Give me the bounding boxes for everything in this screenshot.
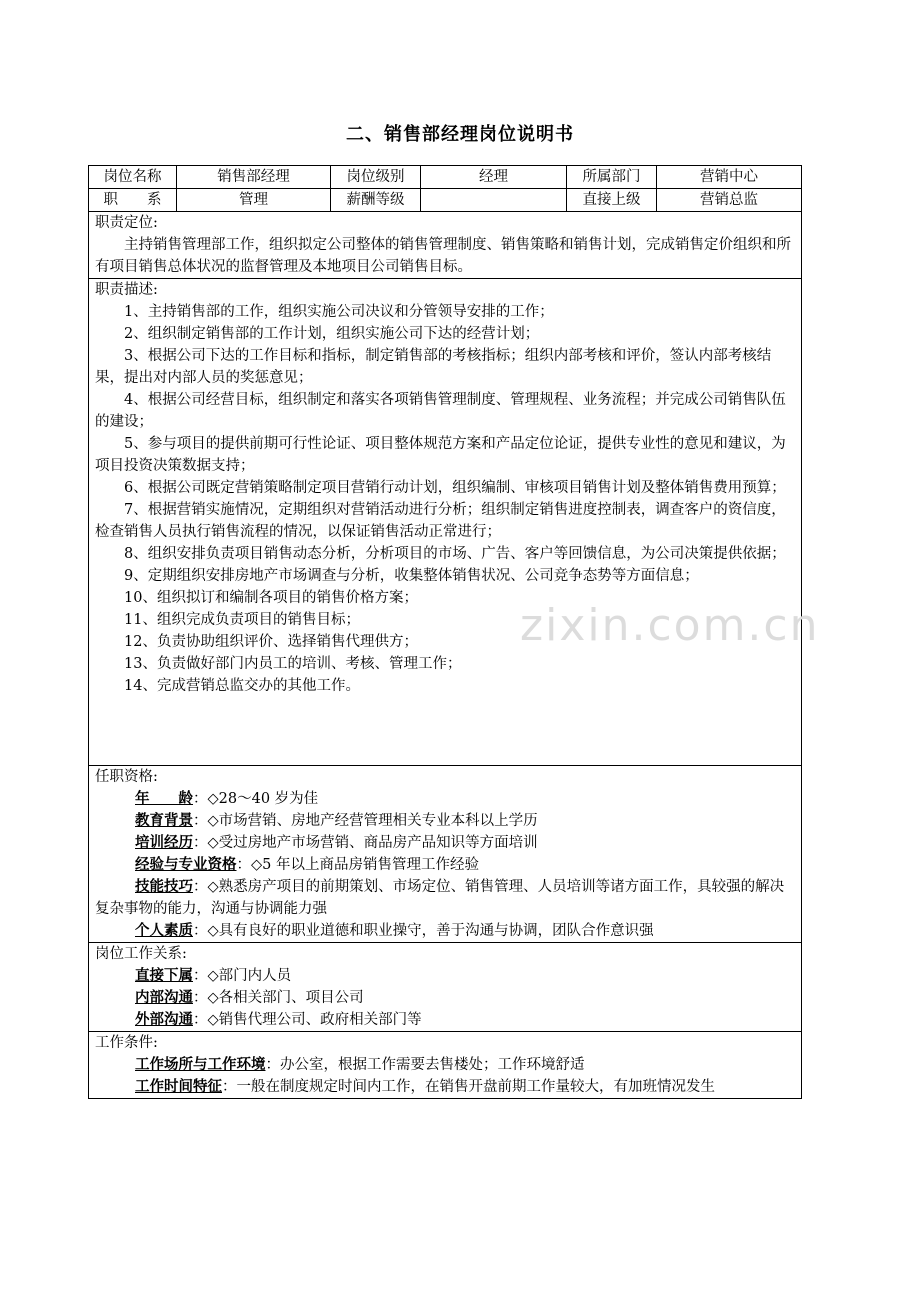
duty-item: 4、根据公司经营目标，组织制定和落实各项销售管理制度、管理规程、业务流程；并完成公司销售队伍的建设；: [95, 392, 786, 430]
value-job-family: 管理: [177, 189, 331, 212]
condition-key: 工作时间特征: [135, 1078, 222, 1095]
job-description-table: [88, 165, 802, 1099]
label-position-level: 岗位级别: [331, 166, 421, 189]
duty-item: 11、组织完成负责项目的销售目标；: [124, 612, 360, 628]
positioning-text: 主持销售管理部工作，组织拟定公司整体的销售管理制度、销售策略和销售计划，完成销售定价组织和所有项目销售总体状况的监督管理及本地项目公司销售目标。: [95, 237, 791, 275]
qualification-value: ◇熟悉房产项目的前期策划、市场定位、销售管理、人员培训等诸方面工作，具较强的解决复杂事物的能力，沟通与协调能力强: [95, 879, 785, 917]
positioning-label: 职责定位:: [95, 215, 158, 231]
conditions-label: 工作条件:: [95, 1035, 158, 1051]
qualification-item: 个人素质：◇具有良好的职业道德和职业操守，善于沟通与协调，团队合作意识强: [135, 922, 654, 939]
duty-item: 5、参与项目的提供前期可行性论证、项目整体规范方案和产品定位论证，提供专业性的意见和建议，为项目投资决策数据支持；: [95, 436, 786, 474]
duty-item: 14、完成营销总监交办的其他工作。: [124, 678, 360, 694]
positioning-section: [89, 212, 802, 279]
qualifications-section: [89, 766, 802, 943]
duty-item: 6、根据公司既定营销策略制定项目营销行动计划，组织编制、审核项目销售计划及整体销售费用预算；: [124, 480, 786, 496]
relation-item: 直接下属：◇部门内人员: [135, 967, 292, 984]
qualification-item: 年 龄：◇28～40 岁为佳: [135, 790, 319, 807]
duty-item: 1、主持销售部的工作，组织实施公司决议和分管领导安排的工作；: [124, 304, 554, 320]
qualification-item: 教育背景：◇市场营销、房地产经营管理相关专业本科以上学历: [135, 812, 538, 829]
condition-key: 工作场所与工作环境: [135, 1056, 266, 1073]
label-job-family: 职 系: [89, 189, 177, 212]
value-direct-supervisor: 营销总监: [657, 189, 802, 212]
duty-item: 7、根据营销实施情况，定期组织对营销活动进行分析；组织制定销售进度控制表，调查客户的资信度，检查销售人员执行销售流程的情况，以保证销售活动正常进行；: [95, 502, 786, 540]
relation-item: 外部沟通：◇销售代理公司、政府相关部门等: [135, 1011, 422, 1028]
qualification-value: ◇具有良好的职业道德和职业操守，善于沟通与协调，团队合作意识强: [207, 923, 654, 939]
label-salary-grade: 薪酬等级: [331, 189, 421, 212]
qualification-value: ◇市场营销、房地产经营管理相关专业本科以上学历: [207, 813, 538, 829]
relation-key: 内部沟通: [135, 989, 193, 1006]
condition-value: 一般在制度规定时间内工作，在销售开盘前期工作量较大，有加班情况发生: [236, 1079, 715, 1095]
value-position-level: 经理: [421, 166, 567, 189]
relation-item: 内部沟通：◇各相关部门、项目公司: [135, 989, 364, 1006]
label-department: 所属部门: [567, 166, 657, 189]
qualification-item: 经验与专业资格：◇5 年以上商品房销售管理工作经验: [135, 856, 479, 873]
value-position-name: 销售部经理: [177, 166, 331, 189]
qualification-key: 经验与专业资格: [135, 856, 237, 873]
qualification-value: ◇28～40 岁为佳: [207, 791, 319, 807]
value-department: 营销中心: [657, 166, 802, 189]
relation-key: 外部沟通: [135, 1011, 193, 1028]
qualification-value: ◇受过房地产市场营销、商品房产品知识等方面培训: [207, 835, 538, 851]
relation-value: ◇销售代理公司、政府相关部门等: [207, 1012, 422, 1028]
condition-item: 工作时间特征：一般在制度规定时间内工作，在销售开盘前期工作量较大，有加班情况发生: [135, 1078, 715, 1095]
duty-item: 12、负责协助组织评价、选择销售代理供方；: [124, 634, 418, 650]
duty-item: 8、组织安排负责项目销售动态分析，分析项目的市场、广告、客户等回馈信息，为公司决策提供依据；: [124, 546, 786, 562]
qualification-item: 培训经历：◇受过房地产市场营销、商品房产品知识等方面培训: [135, 834, 538, 851]
qualifications-label: 任职资格:: [95, 769, 158, 785]
qualification-key: 教育背景: [135, 812, 193, 829]
duty-item: 3、根据公司下达的工作目标和指标，制定销售部的考核指标；组织内部考核和评价，签认内部考核结果，提出对内部人员的奖惩意见；: [95, 348, 772, 386]
blank-space: [95, 697, 795, 765]
qualification-value: ◇5 年以上商品房销售管理工作经验: [251, 857, 479, 873]
qualification-key: 个人素质: [135, 922, 193, 939]
qualification-key: 培训经历: [135, 834, 193, 851]
duty-item: 13、负责做好部门内员工的培训、考核、管理工作；: [124, 656, 462, 672]
qualification-item: 技能技巧：◇熟悉房产项目的前期策划、市场定位、销售管理、人员培训等诸方面工作，具较强的解决复杂事物的能力，沟通与协调能力强: [95, 878, 785, 917]
conditions-section: [89, 1032, 802, 1099]
duties-label: 职责描述:: [95, 282, 158, 298]
duties-section: [89, 279, 802, 766]
condition-value: 办公室，根据工作需要去售楼处；工作环境舒适: [280, 1057, 585, 1073]
condition-item: 工作场所与工作环境：办公室，根据工作需要去售楼处；工作环境舒适: [135, 1056, 585, 1073]
duty-item: 9、定期组织安排房地产市场调查与分析，收集整体销售状况、公司竞争态势等方面信息；: [124, 568, 699, 584]
relations-section: [89, 943, 802, 1032]
duty-item: 2、组织制定销售部的工作计划，组织实施公司下达的经营计划；: [124, 326, 540, 342]
relation-value: ◇部门内人员: [207, 968, 292, 984]
duty-item: 10、组织拟订和编制各项目的销售价格方案；: [124, 590, 418, 606]
qualification-key: 技能技巧: [135, 878, 193, 895]
qualification-key: 年 龄: [135, 790, 193, 807]
relation-key: 直接下属: [135, 967, 193, 984]
page-title: 二、销售部经理岗位说明书: [346, 124, 574, 145]
watermark: zixin.com.cn: [520, 600, 820, 651]
header-row-2: [89, 189, 802, 212]
relations-label: 岗位工作关系:: [95, 946, 187, 962]
label-position-name: 岗位名称: [89, 166, 177, 189]
header-row-1: [89, 166, 802, 189]
label-direct-supervisor: 直接上级: [567, 189, 657, 212]
value-salary-grade: [421, 189, 567, 212]
relation-value: ◇各相关部门、项目公司: [207, 990, 364, 1006]
